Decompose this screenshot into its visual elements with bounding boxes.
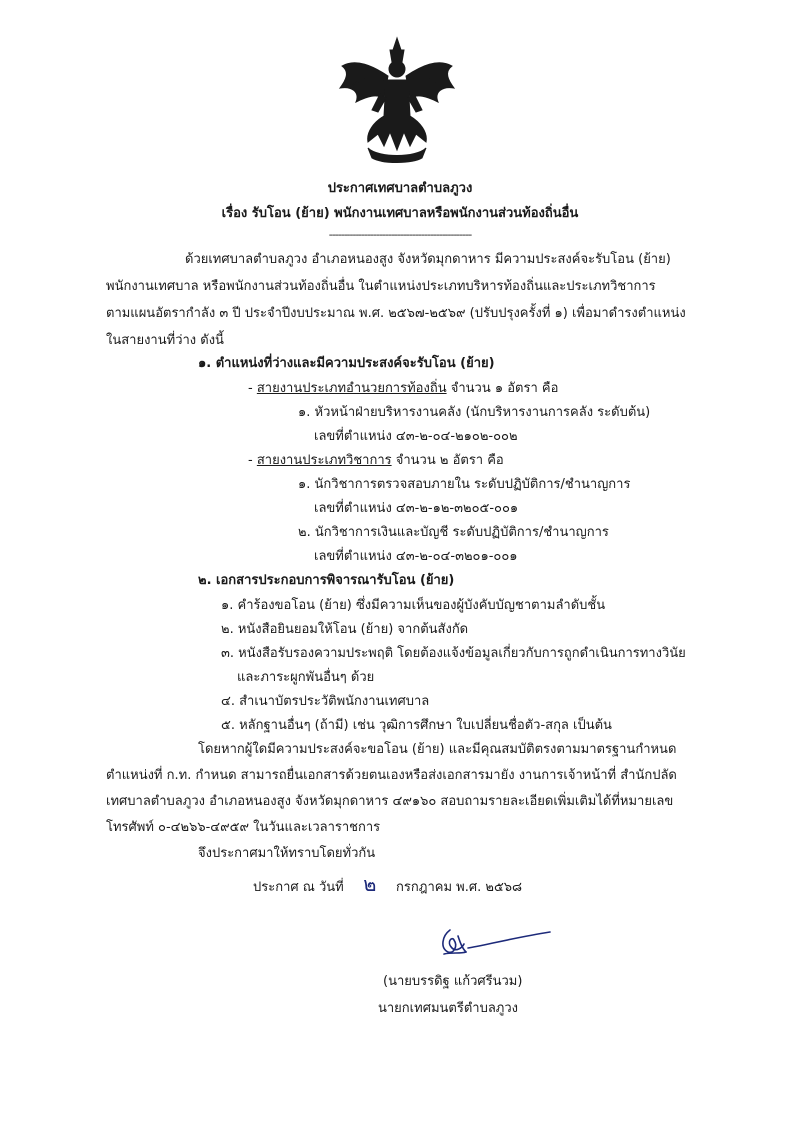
document-item-continued: และภาระผูกพันอื่นๆ ด้วย [237,670,375,685]
group-b-line [248,452,504,470]
closing-line: โทรศัพท์ ๐-๔๒๖๖-๔๙๕๙ ในวันและเวลาราชการ [106,820,381,835]
announcement: จึงประกาศมาให้ทราบโดยทั่วกัน [198,846,376,861]
date-line [253,872,523,897]
document-item: ๔. สำเนาบัตรประวัติพนักงานเทศบาล [221,694,430,709]
list-dash: - [248,453,253,468]
date-prefix: ประกาศ ณ วันที่ [253,880,344,895]
date-suffix: กรกฎาคม พ.ศ. ๒๕๖๘ [396,880,523,895]
header-divider: ------------------------------------------------ [328,228,472,241]
position-number: เลขที่ตำแหน่ง ๔๓-๒-๐๔-๓๒๐๑-๐๐๑ [314,549,518,564]
intro-line: ในสายงานที่ว่าง ดังนี้ [106,333,224,348]
closing-line: โดยหากผู้ใดมีความประสงค์จะขอโอน (ย้าย) และมีคุณสมบัติตรงตามมาตรฐานกำหนด [198,742,677,757]
signature-icon [432,918,552,968]
intro-line: ตามแผนอัตรากำลัง ๓ ปี ประจำปีงบประมาณ พ.ศ. ๒๕๖๗-๒๕๖๙ (ปรับปรุงครั้งที่ ๑) เพื่อมาดำรงตำแหน่ง [106,306,686,321]
list-dash: - [248,381,253,396]
group-b-count: จำนวน ๒ อัตรา คือ [395,453,504,468]
group-a-line [248,380,558,398]
position-number: เลขที่ตำแหน่ง ๔๓-๒-๑๒-๓๒๐๕-๐๐๑ [314,501,519,516]
closing-line: ตำแหน่งที่ ก.ท. กำหนด สามารถยื่นเอกสารด้วยตนเองหรือส่งเอกสารมายัง งานการเจ้าหน้าที่ สำนักปลัด [106,768,677,783]
signatory-name: (นายบรรดิฐ แก้วศรีนวม) [383,974,523,989]
group-b-name: สายงานประเภทวิชาการ [256,453,392,468]
group-a-name: สายงานประเภทอำนวยการท้องถิ่น [256,381,447,396]
section2-heading: ๒. เอกสารประกอบการพิจารณารับโอน (ย้าย) [198,573,455,588]
position-title: ๒. นักวิชาการเงินและบัญชี ระดับปฏิบัติการ/ชำนาญการ [298,525,609,540]
document-item: ๓. หนังสือรับรองความประพฤติ โดยต้องแจ้งข้อมูลเกี่ยวกับการถูกดำเนินการทางวินัย [221,646,686,661]
position-title: ๑. หัวหน้าฝ่ายบริหารงานคลัง (นักบริหารงานการคลัง ระดับต้น) [298,405,651,420]
position-number: เลขที่ตำแหน่ง ๔๓-๒-๐๔-๒๑๐๒-๐๐๒ [314,429,518,444]
section1-heading: ๑. ตำแหน่งที่ว่างและมีความประสงค์จะรับโอน (ย้าย) [198,356,495,371]
document-item: ๑. คำร้องขอโอน (ย้าย) ซึ่งมีความเห็นของผู้บังคับบัญชาตามลำดับชั้น [221,598,606,613]
intro-line: พนักงานเทศบาล หรือพนักงานส่วนท้องถิ่นอื่น ในตำแหน่งประเภทบริหารท้องถิ่นและประเภทวิชาการ [106,279,656,294]
group-a-count: จำนวน ๑ อัตรา คือ [450,381,559,396]
signatory-position: นายกเทศมนตรีตำบลภูวง [378,1001,518,1016]
document-item: ๕. หลักฐานอื่นๆ (ถ้ามี) เช่น วุฒิการศึกษา ใบเปลี่ยนชื่อตัว-สกุล เป็นต้น [221,718,612,733]
page-title: ประกาศเทศบาลตำบลภูวง [327,181,473,196]
garuda-emblem-icon [338,36,456,164]
page-subject: เรื่อง รับโอน (ย้าย) พนักงานเทศบาลหรือพนักงานส่วนท้องถิ่นอื่น [221,206,579,221]
intro-line: ด้วยเทศบาลตำบลภูวง อำเภอหนองสูง จังหวัดมุกดาหาร มีความประสงค์จะรับโอน (ย้าย) [185,252,671,267]
closing-line: เทศบาลตำบลภูวง อำเภอหนองสูง จังหวัดมุกดาหาร ๔๙๑๖๐ สอบถามรายละเอียดเพิ่มเติมได้ที่หมายเลข [106,794,674,809]
document-item: ๒. หนังสือยินยอมให้โอน (ย้าย) จากต้นสังกัด [221,622,469,637]
position-title: ๑. นักวิชาการตรวจสอบภายใน ระดับปฏิบัติการ/ชำนาญการ [298,477,631,492]
date-day: ๒ [363,872,377,896]
